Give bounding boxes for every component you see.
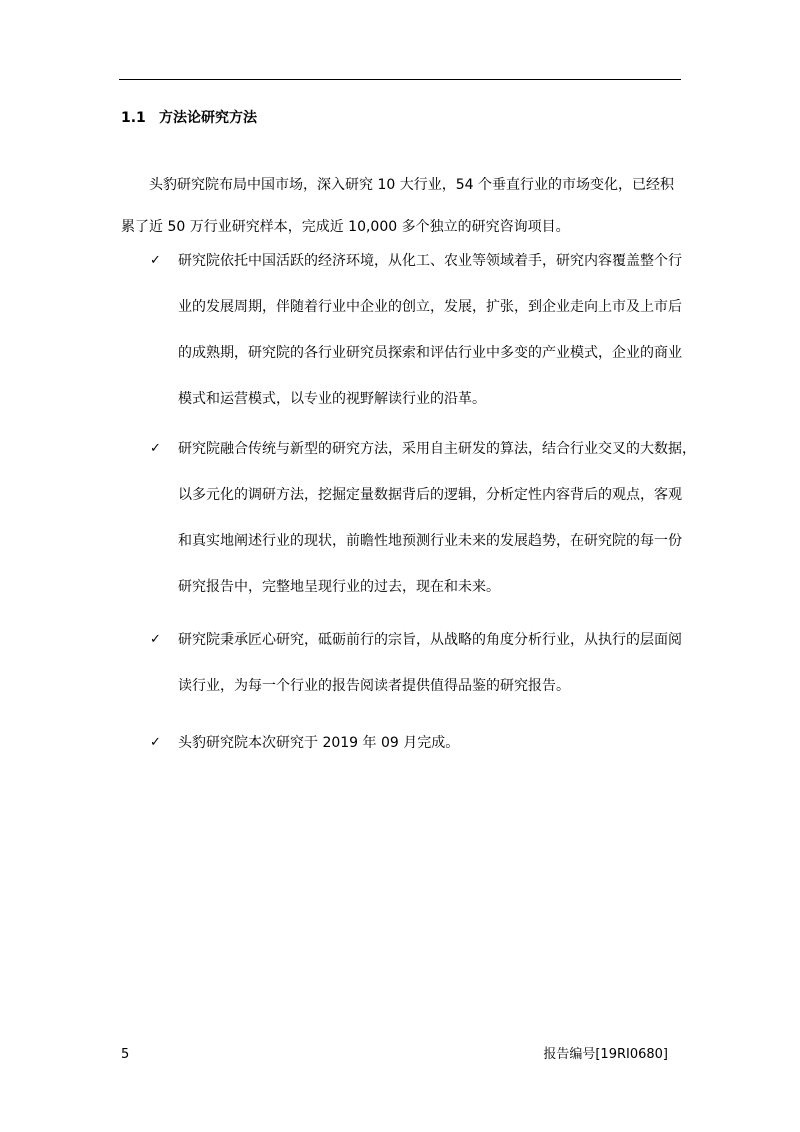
intro-paragraph (121, 164, 683, 248)
report-code: 报告编号[19RI0680] (543, 1047, 668, 1062)
bullet-line: 头豹研究院本次研究于 2019 年 09 月完成。 (178, 735, 460, 751)
bullet-line: 业的发展周期，伴随着行业中企业的创立，发展，扩张，到企业走向上市及上市后 (178, 299, 682, 315)
bullet-item (150, 428, 696, 610)
check-icon: ✓ (150, 735, 161, 750)
check-icon: ✓ (150, 632, 161, 647)
bullet-line: 读行业，为每一个行业的报告阅读者提供值得品鉴的研究报告。 (178, 678, 570, 694)
section-heading (121, 108, 257, 128)
bullet-line: 模式和运营模式，以专业的视野解读行业的沿革。 (178, 391, 486, 407)
check-icon: ✓ (150, 441, 161, 456)
bullet-line: 的成熟期，研究院的各行业研究员探索和评估行业中多变的产业模式，企业的商业 (178, 345, 682, 361)
intro-line: 累了近 50 万行业研究样本，完成近 10,000 多个独立的研究咨询项目。 (121, 219, 570, 235)
check-icon: ✓ (150, 253, 161, 268)
bullet-line: 研究院秉承匠心研究，砥砺前行的宗旨，从战略的角度分析行业，从执行的层面阅 (178, 632, 682, 648)
page-number: 5 (121, 1047, 130, 1062)
bullet-line: 以多元化的调研方法，挖掘定量数据背后的逻辑，分析定性内容背后的观点，客观 (178, 487, 682, 503)
bullet-line: 研究院依托中国活跃的经济环境，从化工、农业等领域着手，研究内容覆盖整个行 (178, 253, 682, 269)
bullet-item (150, 619, 690, 709)
intro-line: 头豹研究院布局中国市场，深入研究 10 大行业，54 个垂直行业的市场变化，已经积 (149, 177, 674, 193)
bullet-line: 研究院融合传统与新型的研究方法，采用自主研发的算法，结合行业交叉的大数据， (178, 441, 696, 457)
section-number: 1.1 (121, 110, 146, 126)
bullet-line: 和真实地阐述行业的现状，前瞻性地预测行业未来的发展趋势，在研究院的每一份 (178, 533, 682, 549)
section-title: 方法论研究方法 (159, 110, 257, 126)
bullet-line: 研究报告中，完整地呈现行业的过去，现在和未来。 (178, 579, 500, 595)
bullet-item (150, 240, 690, 422)
header-rule (119, 79, 681, 80)
bullet-item (150, 722, 690, 766)
